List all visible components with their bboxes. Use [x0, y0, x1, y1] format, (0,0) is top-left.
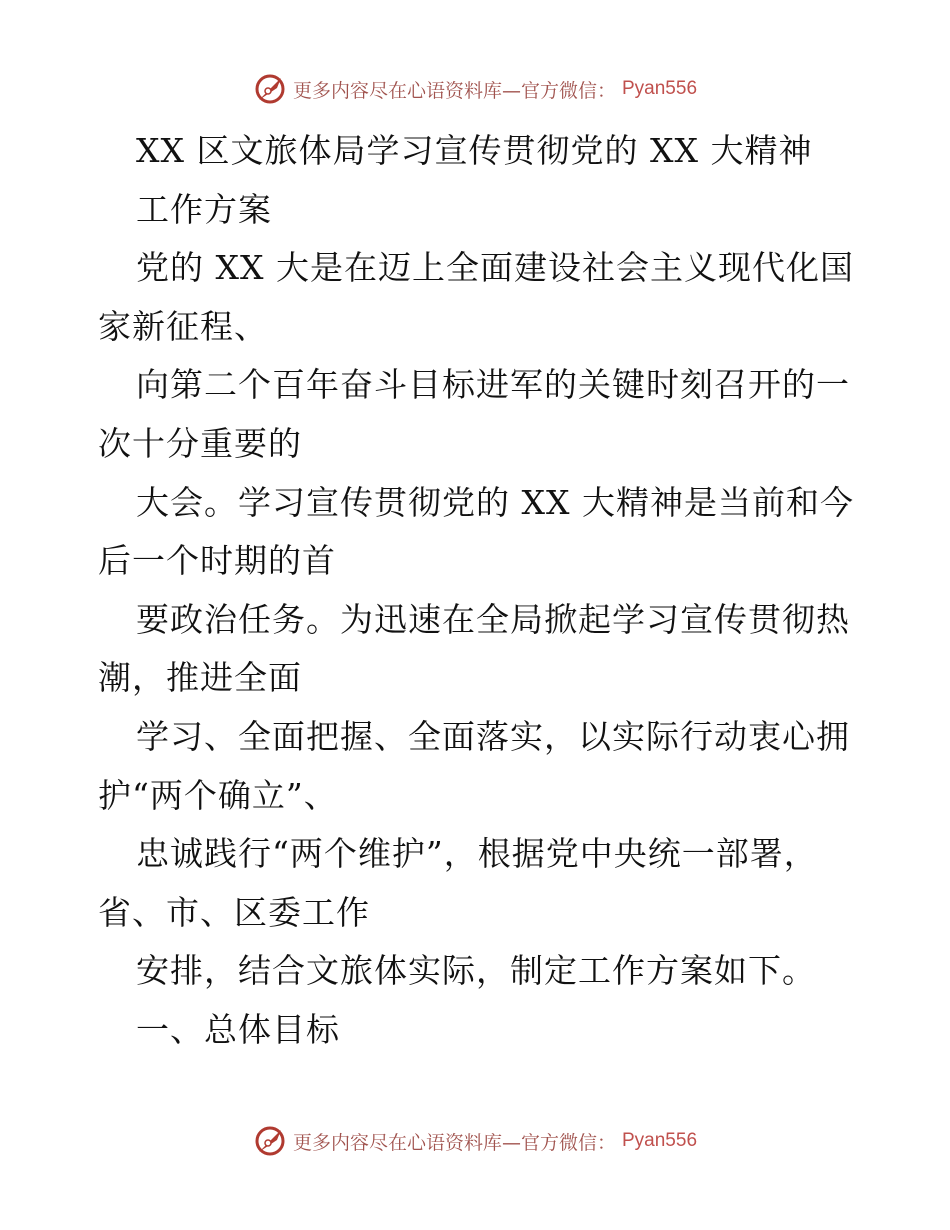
document-title-line-1: XX 区文旅体局学习宣传贯彻党的 XX 大精神 — [136, 131, 813, 170]
paragraph-line: 要政治任务。为迅速在全局掀起学习宣传贯彻热 — [136, 599, 850, 639]
watermark-wechat-id: Pyan556 — [622, 1130, 698, 1151]
watermark-text: 更多内容尽在心语资料库—官方微信： — [292, 79, 616, 102]
paragraph-line: 次十分重要的 — [98, 423, 302, 463]
document-body — [98, 122, 858, 1060]
paragraph-line: 潮，推进全面 — [98, 658, 302, 698]
watermark-wechat-id: Pyan556 — [622, 78, 698, 99]
paragraph-line: 大会。学习宣传贯彻党的 XX 大精神是当前和今 — [136, 482, 854, 522]
paragraph-line: 党的 XX 大是在迈上全面建设社会主义现代化国 — [136, 248, 854, 288]
paragraph-line: 后一个时期的首 — [98, 541, 336, 581]
quill-logo-icon — [253, 1124, 287, 1158]
paragraph-line: 省、市、区委工作 — [98, 892, 370, 932]
watermark-text: 更多内容尽在心语资料库—官方微信： — [292, 1131, 616, 1154]
section-heading: 一、总体目标 — [136, 1009, 340, 1049]
paragraph-line: 向第二个百年奋斗目标进军的关键时刻召开的一 — [136, 365, 850, 405]
header-watermark — [0, 72, 950, 106]
quill-logo-icon — [253, 72, 287, 106]
paragraph-line: 安排，结合文旅体实际，制定工作方案如下。 — [136, 951, 816, 991]
paragraph-line: 学习、全面把握、全面落实，以实际行动衷心拥 — [136, 716, 850, 756]
paragraph-line: 护“两个确立”、 — [98, 775, 338, 815]
paragraph-line: 忠诚践行“两个维护”，根据党中央统一部署， — [136, 834, 818, 874]
paragraph-line: 家新征程、 — [98, 306, 268, 346]
footer-watermark — [0, 1124, 950, 1158]
document-title-line-2: 工作方案 — [136, 189, 272, 229]
